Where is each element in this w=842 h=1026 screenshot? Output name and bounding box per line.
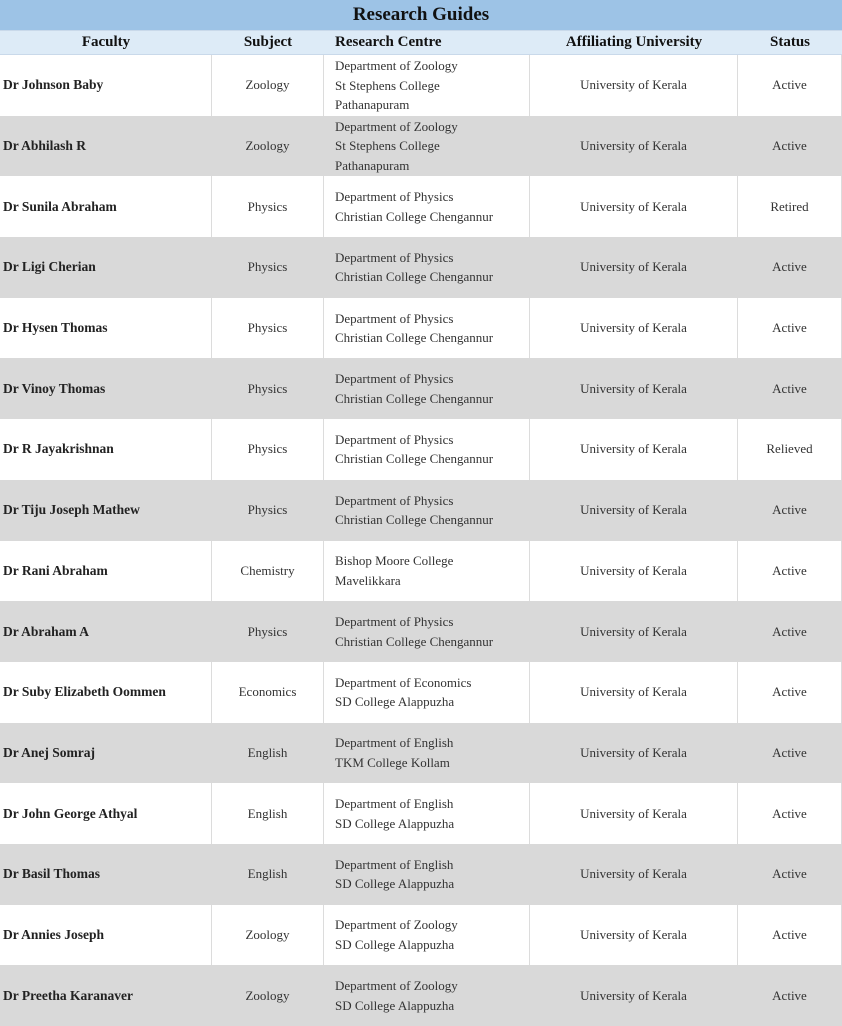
status-cell: Active bbox=[738, 723, 842, 784]
research-centre-line: SD College Alappuzha bbox=[335, 997, 455, 1013]
research-centre-cell bbox=[324, 480, 530, 541]
subject-cell: Physics bbox=[212, 358, 324, 419]
research-centre-line: SD College Alappuzha bbox=[335, 936, 455, 952]
table-row bbox=[0, 844, 842, 905]
research-centre-cell bbox=[324, 783, 530, 844]
header-subject: Subject bbox=[243, 34, 293, 50]
table-row bbox=[0, 723, 842, 784]
subject-cell: English bbox=[212, 783, 324, 844]
research-centre-cell bbox=[324, 237, 530, 298]
faculty-cell: Dr Abhilash R bbox=[0, 116, 212, 177]
research-centre-line: Department of Economics bbox=[335, 674, 472, 690]
research-centre-line: Department of Physics bbox=[335, 614, 454, 630]
table-row bbox=[0, 298, 842, 359]
status-cell: Active bbox=[738, 358, 842, 419]
research-centre-line: Department of Physics bbox=[335, 249, 454, 265]
status-cell: Active bbox=[738, 237, 842, 298]
header-affiliating-university: Affiliating University bbox=[565, 34, 703, 50]
research-centre-line: SD College Alappuzha bbox=[335, 815, 455, 831]
university-cell: University of Kerala bbox=[530, 783, 738, 844]
university-cell: University of Kerala bbox=[530, 905, 738, 966]
status-cell: Active bbox=[738, 298, 842, 359]
research-centre-line: Department of Physics bbox=[335, 431, 454, 447]
status-cell: Active bbox=[738, 662, 842, 723]
faculty-cell: Dr Anej Somraj bbox=[0, 723, 212, 784]
subject-cell: Zoology bbox=[212, 965, 324, 1026]
subject-cell: Zoology bbox=[212, 905, 324, 966]
research-centre-cell bbox=[324, 541, 530, 602]
table-row bbox=[0, 541, 842, 602]
status-cell: Active bbox=[738, 965, 842, 1026]
faculty-cell: Dr Annies Joseph bbox=[0, 905, 212, 966]
research-centre-line: Christian College Chengannur bbox=[335, 330, 494, 346]
research-centre-line: Department of Physics bbox=[335, 310, 454, 326]
university-cell: University of Kerala bbox=[530, 358, 738, 419]
research-centre-cell bbox=[324, 116, 530, 177]
table-body bbox=[0, 55, 842, 1026]
research-centre-line: Christian College Chengannur bbox=[335, 512, 494, 528]
research-centre-cell bbox=[324, 55, 530, 116]
table-row bbox=[0, 358, 842, 419]
research-centre-line: Department of Zoology bbox=[335, 917, 458, 933]
status-cell: Active bbox=[738, 55, 842, 116]
subject-cell: Physics bbox=[212, 237, 324, 298]
subject-cell: Zoology bbox=[212, 55, 324, 116]
status-cell: Active bbox=[738, 601, 842, 662]
subject-cell: Physics bbox=[212, 176, 324, 237]
faculty-cell: Dr Sunila Abraham bbox=[0, 176, 212, 237]
table-row bbox=[0, 237, 842, 298]
university-cell: University of Kerala bbox=[530, 723, 738, 784]
table-row bbox=[0, 176, 842, 237]
faculty-cell: Dr Suby Elizabeth Oommen bbox=[0, 662, 212, 723]
university-cell: University of Kerala bbox=[530, 55, 738, 116]
faculty-cell: Dr Vinoy Thomas bbox=[0, 358, 212, 419]
status-cell: Active bbox=[738, 844, 842, 905]
table-row bbox=[0, 480, 842, 541]
research-centre-cell bbox=[324, 905, 530, 966]
table-row bbox=[0, 601, 842, 662]
research-centre-line: Department of Physics bbox=[335, 371, 454, 387]
research-centre-line: SD College Alappuzha bbox=[335, 694, 455, 710]
research-centre-line: Bishop Moore College bbox=[335, 553, 454, 569]
research-centre-cell bbox=[324, 965, 530, 1026]
status-cell: Active bbox=[738, 480, 842, 541]
subject-cell: English bbox=[212, 844, 324, 905]
research-centre-line: Christian College Chengannur bbox=[335, 269, 494, 285]
research-centre-cell bbox=[324, 298, 530, 359]
table-row bbox=[0, 783, 842, 844]
status-cell: Active bbox=[738, 905, 842, 966]
faculty-cell: Dr Ligi Cherian bbox=[0, 237, 212, 298]
subject-cell: English bbox=[212, 723, 324, 784]
table-header-row bbox=[0, 31, 842, 55]
university-cell: University of Kerala bbox=[530, 541, 738, 602]
table-row bbox=[0, 55, 842, 116]
status-cell: Active bbox=[738, 783, 842, 844]
research-centre-cell bbox=[324, 844, 530, 905]
university-cell: University of Kerala bbox=[530, 237, 738, 298]
research-centre-line: St Stephens College bbox=[335, 138, 440, 154]
subject-cell: Zoology bbox=[212, 116, 324, 177]
research-centre-line: Christian College Chengannur bbox=[335, 633, 494, 649]
table-row bbox=[0, 965, 842, 1026]
university-cell: University of Kerala bbox=[530, 176, 738, 237]
faculty-cell: Dr Abraham A bbox=[0, 601, 212, 662]
subject-cell: Physics bbox=[212, 298, 324, 359]
faculty-cell: Dr Basil Thomas bbox=[0, 844, 212, 905]
table-row bbox=[0, 905, 842, 966]
research-centre-line: Department of Physics bbox=[335, 492, 454, 508]
research-centre-cell bbox=[324, 358, 530, 419]
research-centre-cell bbox=[324, 601, 530, 662]
subject-cell: Physics bbox=[212, 419, 324, 480]
faculty-cell: Dr John George Athyal bbox=[0, 783, 212, 844]
university-cell: University of Kerala bbox=[530, 965, 738, 1026]
header-research-centre: Research Centre bbox=[335, 34, 442, 50]
faculty-cell: Dr Johnson Baby bbox=[0, 55, 212, 116]
header-status: Status bbox=[769, 34, 810, 50]
status-cell: Active bbox=[738, 541, 842, 602]
status-cell: Retired bbox=[738, 176, 842, 237]
research-centre-line: Department of English bbox=[335, 856, 454, 872]
research-centre-line: Christian College Chengannur bbox=[335, 451, 494, 467]
research-centre-line: Department of English bbox=[335, 796, 454, 812]
research-centre-line: Pathanapuram bbox=[335, 97, 410, 113]
subject-cell: Economics bbox=[212, 662, 324, 723]
university-cell: University of Kerala bbox=[530, 662, 738, 723]
research-centre-line: SD College Alappuzha bbox=[335, 876, 455, 892]
research-centre-cell bbox=[324, 662, 530, 723]
faculty-cell: Dr Hysen Thomas bbox=[0, 298, 212, 359]
research-centre-line: Department of Physics bbox=[335, 189, 454, 205]
faculty-cell: Dr R Jayakrishnan bbox=[0, 419, 212, 480]
table-row bbox=[0, 116, 842, 177]
university-cell: University of Kerala bbox=[530, 298, 738, 359]
research-centre-line: Mavelikkara bbox=[335, 572, 401, 588]
research-centre-line: Christian College Chengannur bbox=[335, 390, 494, 406]
university-cell: University of Kerala bbox=[530, 116, 738, 177]
faculty-cell: Dr Preetha Karanaver bbox=[0, 965, 212, 1026]
university-cell: University of Kerala bbox=[530, 419, 738, 480]
research-centre-line: Department of English bbox=[335, 735, 454, 751]
faculty-cell: Dr Rani Abraham bbox=[0, 541, 212, 602]
research-centre-cell bbox=[324, 419, 530, 480]
research-centre-line: Pathanapuram bbox=[335, 157, 410, 173]
research-centre-line: Department of Zoology bbox=[335, 58, 458, 74]
header-faculty: Faculty bbox=[81, 34, 131, 50]
research-centre-line: Department of Zoology bbox=[335, 978, 458, 994]
research-centre-cell bbox=[324, 176, 530, 237]
research-centre-line: St Stephens College bbox=[335, 77, 440, 93]
table-row bbox=[0, 419, 842, 480]
table-row bbox=[0, 662, 842, 723]
subject-cell: Physics bbox=[212, 601, 324, 662]
faculty-cell: Dr Tiju Joseph Mathew bbox=[0, 480, 212, 541]
research-centre-line: Christian College Chengannur bbox=[335, 208, 494, 224]
table-title: Research Guides bbox=[0, 0, 842, 31]
research-centre-cell bbox=[324, 723, 530, 784]
subject-cell: Chemistry bbox=[212, 541, 324, 602]
status-cell: Active bbox=[738, 116, 842, 177]
university-cell: University of Kerala bbox=[530, 480, 738, 541]
university-cell: University of Kerala bbox=[530, 601, 738, 662]
subject-cell: Physics bbox=[212, 480, 324, 541]
university-cell: University of Kerala bbox=[530, 844, 738, 905]
status-cell: Relieved bbox=[738, 419, 842, 480]
research-centre-line: TKM College Kollam bbox=[335, 754, 450, 770]
research-centre-line: Department of Zoology bbox=[335, 118, 458, 134]
